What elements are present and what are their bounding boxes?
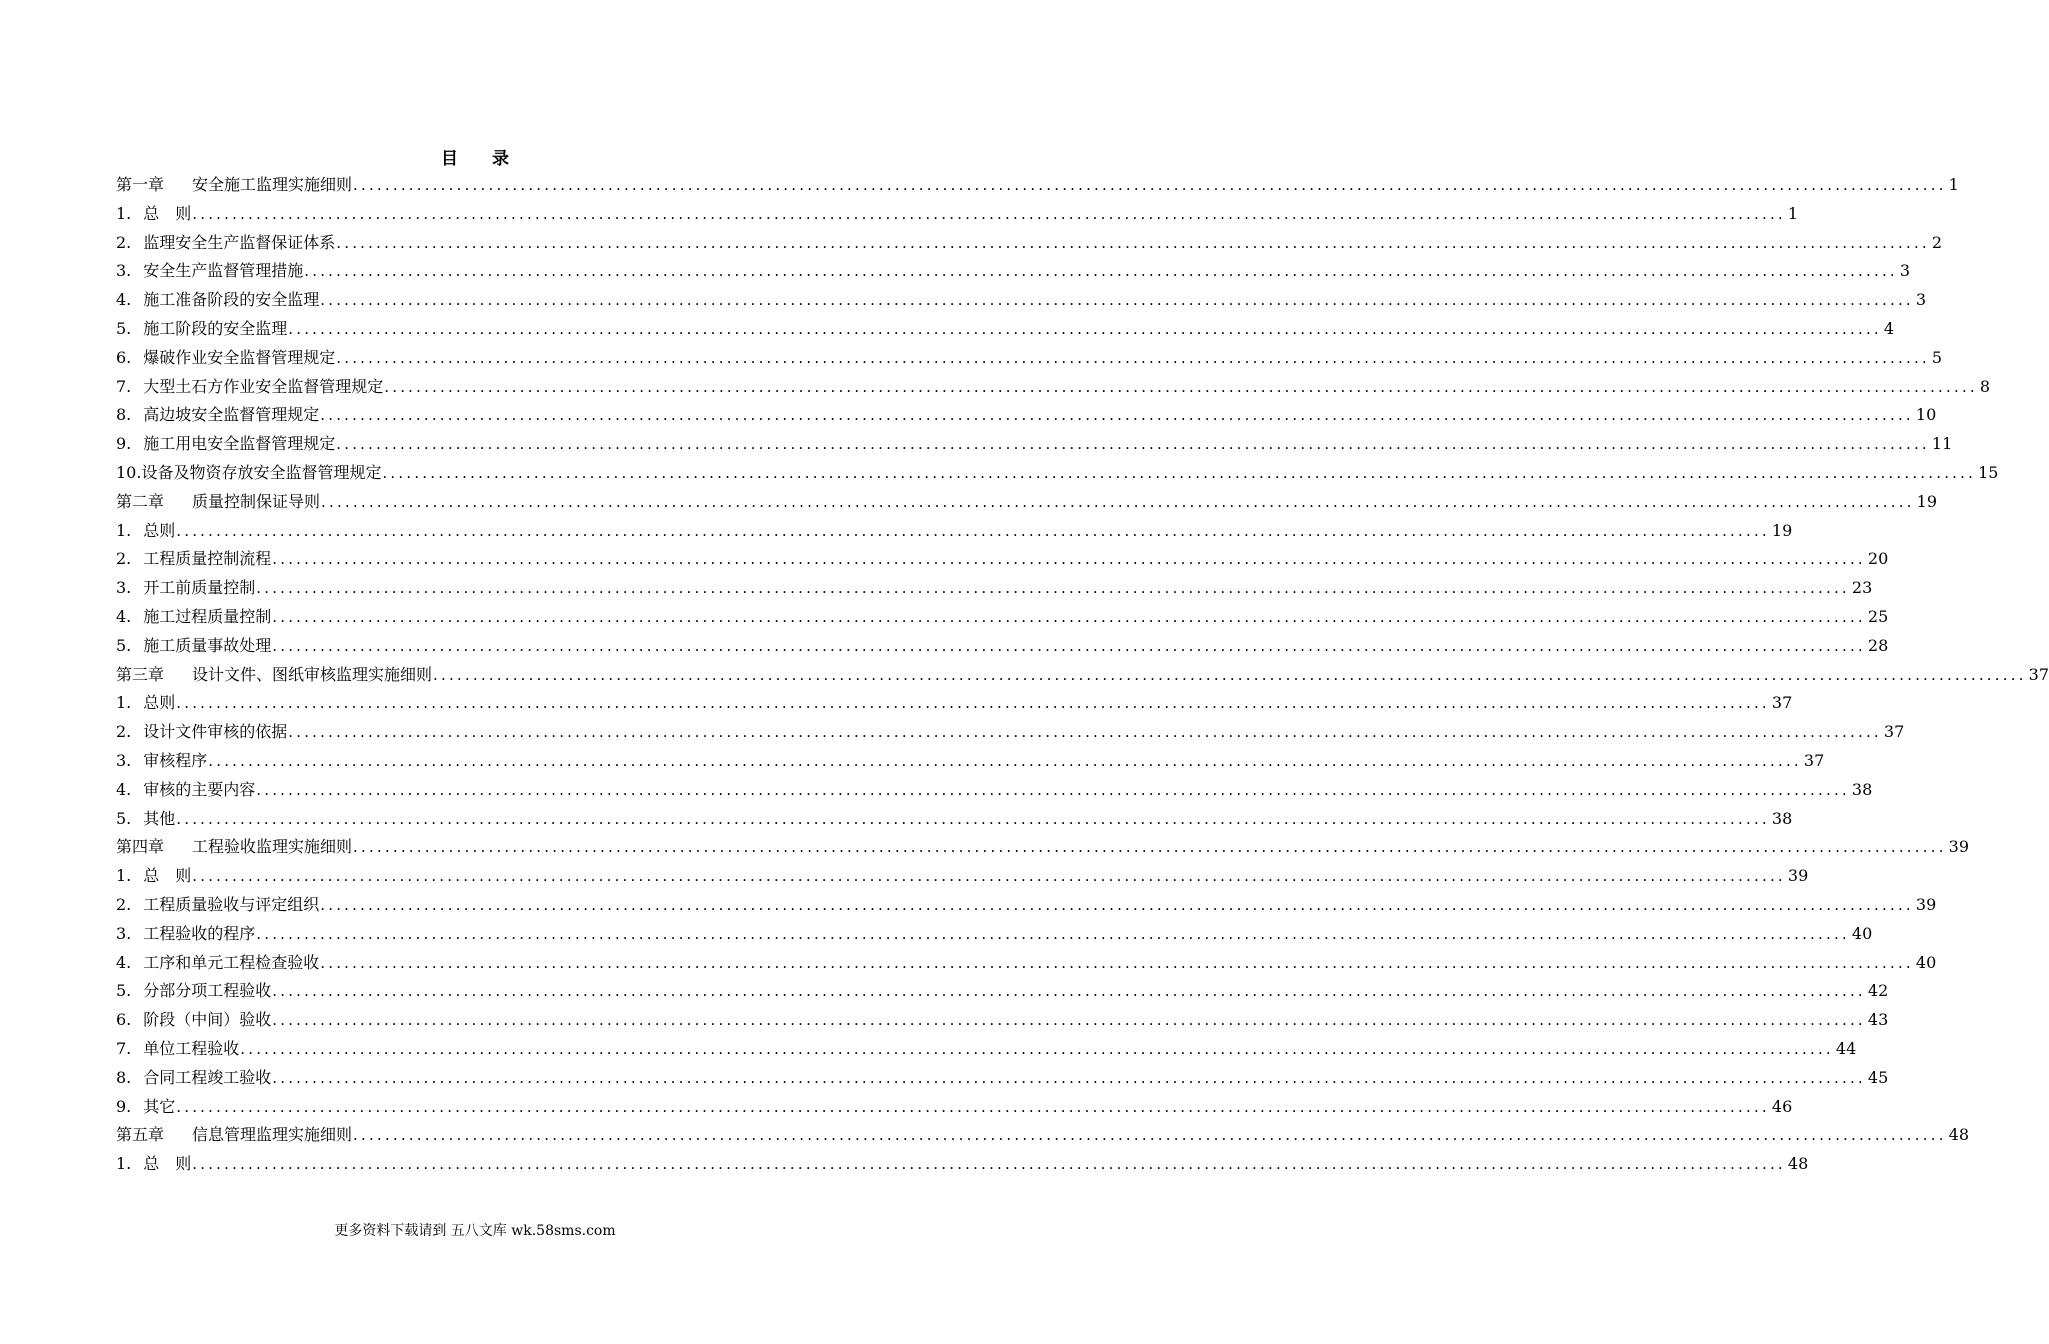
toc-entry-number: 6. [116,1010,132,1030]
toc-section-entry[interactable] [116,229,1943,258]
toc-entry-title: 其它 [143,1096,176,1116]
toc-page-number: 45 [1867,1067,1889,1087]
toc-page-number: 11 [1931,434,1953,454]
toc-entry-title: 大型土石方作业安全监督管理规定 [143,376,384,396]
toc-page-number: 37 [1883,722,1905,742]
toc-dot-leader: ........................................................................................................................................................................................................ [272,550,1866,569]
toc-entry-title: 总 则 [143,1154,192,1174]
toc-page-number: 38 [1771,808,1793,828]
toc-entry-number: 2. [116,232,132,252]
toc-dot-leader: ........................................................................................................................................................................................................ [304,262,1898,281]
toc-page-number: 8 [1979,376,1991,396]
toc-entry-number: 4. [116,606,132,626]
toc-section-entry[interactable] [116,459,1999,488]
toc-entry-number: 第四章 [116,837,165,857]
toc-entry-title: 单位工程验收 [143,1038,240,1058]
toc-page-number: 40 [1851,923,1873,943]
toc-section-entry[interactable] [116,257,1911,286]
toc-dot-leader: ........................................................................................................................................................................................................ [256,579,1850,598]
toc-entry-title: 总 则 [143,203,192,223]
toc-entry-title: 工程质量控制流程 [143,549,272,569]
toc-dot-leader: ........................................................................................................................................................................................................ [336,233,1930,252]
toc-page-number: 39 [1948,837,1970,857]
toc-section-entry[interactable] [116,632,1889,661]
toc-page-number: 23 [1851,578,1873,598]
toc-page-number: 48 [1948,1125,1970,1145]
toc-page-number: 40 [1915,952,1937,972]
toc-dot-leader: ........................................................................................................................................................................................................ [272,607,1866,626]
toc-page-number: 38 [1851,779,1873,799]
toc-dot-leader: ........................................................................................................................................................................................................ [256,924,1850,943]
toc-entry-title: 施工阶段的安全监理 [143,318,288,338]
toc-title [0,144,950,169]
toc-dot-leader: ........................................................................................................................................................................................................ [288,319,1882,338]
table-of-contents [116,171,2049,1179]
toc-page-number: 37 [1771,693,1793,713]
toc-dot-leader: ........................................................................................................................................................................................................ [176,694,1770,713]
toc-entry-title: 设计文件、图纸审核监理实施细则 [192,664,433,684]
toc-section-entry[interactable] [116,805,1793,834]
toc-entry-number: 5. [116,635,132,655]
toc-entry-title: 总则 [143,693,176,713]
toc-dot-leader: ........................................................................................................................................................................................................ [176,1097,1770,1116]
toc-dot-leader: ........................................................................................................................................................................................................ [256,780,1850,799]
toc-entry-number: 3. [116,923,132,943]
toc-entry-title: 高边坡安全监督管理规定 [143,405,320,425]
toc-entry-title: 工程质量验收与评定组织 [143,894,320,914]
toc-page-number: 42 [1867,981,1889,1001]
toc-section-entry[interactable] [116,747,1825,776]
toc-section-entry[interactable] [116,862,1809,891]
toc-entry-title: 工程验收监理实施细则 [192,837,353,857]
toc-page-number: 10 [1915,405,1937,425]
toc-entry-number: 9. [116,1096,132,1116]
toc-section-entry[interactable] [116,1093,1793,1122]
toc-entry-title: 监理安全生产监督保证体系 [143,232,336,252]
toc-dot-leader: ........................................................................................................................................................................................................ [176,809,1770,828]
toc-dot-leader: ........................................................................................................................................................................................................ [321,492,1915,511]
toc-title-text: 目 录 [441,149,509,169]
toc-dot-leader: ........................................................................................................................................................................................................ [240,1039,1834,1058]
toc-section-entry[interactable] [116,430,1953,459]
toc-page-number: 48 [1787,1154,1809,1174]
toc-dot-leader: ........................................................................................................................................................................................................ [336,348,1930,367]
toc-entry-number: 5. [116,318,132,338]
toc-page-number: 37 [2028,664,2049,684]
toc-entry-title: 质量控制保证导则 [192,491,321,511]
toc-dot-leader: ........................................................................................................................................................................................................ [272,982,1866,1001]
toc-dot-leader: ........................................................................................................................................................................................................ [353,176,1947,194]
toc-page-number: 4 [1883,318,1895,338]
toc-section-entry[interactable] [116,1150,1809,1179]
toc-entry-title: 总 则 [143,866,192,886]
toc-entry-number: 1. [116,520,132,540]
toc-page-number: 15 [1978,462,1999,482]
toc-section-entry[interactable] [116,1035,1857,1064]
toc-entry-number: 8. [116,405,132,425]
toc-entry-number: 6. [116,347,132,367]
toc-entry-number: 4. [116,779,132,799]
toc-section-entry[interactable] [116,200,1799,229]
toc-page-number: 2 [1931,232,1943,252]
toc-entry-number: 第五章 [116,1125,165,1145]
toc-section-entry[interactable] [116,344,1943,373]
toc-entry-title: 爆破作业安全监督管理规定 [143,347,336,367]
toc-entry-number: 第二章 [116,491,165,511]
toc-section-entry[interactable] [116,574,1873,603]
toc-entry-number: 4. [116,290,132,310]
toc-section-entry[interactable] [116,401,1937,430]
toc-chapter-entry[interactable] [116,833,1970,862]
toc-section-entry[interactable] [116,545,1889,574]
toc-entry-title: 其他 [143,808,176,828]
toc-entry-title: 总则 [143,520,176,540]
toc-entry-title: 审核的主要内容 [143,779,256,799]
toc-section-entry[interactable] [116,517,1793,546]
toc-entry-number: 8. [116,1067,132,1087]
toc-entry-number: 1. [116,203,132,223]
toc-dot-leader: ........................................................................................................................................................................................................ [382,463,1977,482]
toc-entry-number: 5. [116,981,132,1001]
toc-entry-number: 3. [116,261,132,281]
toc-dot-leader: ........................................................................................................................................................................................................ [208,751,1802,770]
toc-entry-title: 施工准备阶段的安全监理 [143,290,320,310]
toc-page-number: 19 [1771,520,1793,540]
toc-entry-number: 2. [116,722,132,742]
toc-section-entry[interactable] [116,315,1895,344]
toc-page-number: 3 [1915,290,1927,310]
toc-chapter-entry[interactable] [116,171,1959,200]
toc-chapter-entry[interactable] [116,661,2049,690]
toc-section-entry[interactable] [116,603,1889,632]
toc-section-entry[interactable] [116,977,1889,1006]
toc-section-entry[interactable] [116,373,1991,402]
toc-dot-leader: ........................................................................................................................................................................................................ [320,953,1914,972]
toc-entry-number: 7. [116,1038,132,1058]
toc-entry-title: 施工过程质量控制 [143,606,272,626]
toc-page-number: 44 [1835,1038,1857,1058]
toc-page-number: 19 [1916,491,1938,511]
toc-chapter-entry[interactable] [116,1121,1970,1150]
toc-dot-leader: ........................................................................................................................................................................................................ [192,1155,1786,1174]
toc-page-number: 1 [1948,175,1959,194]
toc-section-entry[interactable] [116,718,1905,747]
toc-entry-number: 5. [116,808,132,828]
toc-dot-leader: ........................................................................................................................................................................................................ [320,291,1914,310]
toc-entry-number: 1. [116,1154,132,1174]
toc-dot-leader: ........................................................................................................................................................................................................ [192,867,1786,886]
toc-section-entry[interactable] [116,689,1793,718]
toc-dot-leader: ........................................................................................................................................................................................................ [288,723,1882,742]
toc-page-number: 39 [1787,866,1809,886]
toc-entry-title: 信息管理监理实施细则 [192,1125,353,1145]
toc-section-entry[interactable] [116,920,1873,949]
toc-entry-number: 9. [116,434,132,454]
toc-chapter-entry[interactable] [116,488,1938,517]
toc-page-number: 28 [1867,635,1889,655]
toc-entry-number: 第一章 [116,175,165,194]
toc-dot-leader: ........................................................................................................................................................................................................ [192,204,1786,223]
toc-dot-leader: ........................................................................................................................................................................................................ [272,636,1866,655]
toc-entry-number: 2. [116,894,132,914]
toc-page-number: 37 [1803,750,1825,770]
toc-entry-title: 阶段（中间）验收 [143,1010,272,1030]
toc-section-entry[interactable] [116,1006,1889,1035]
toc-entry-number: 1. [116,693,132,713]
toc-entry-title: 分部分项工程验收 [143,981,272,1001]
toc-entry-number: 第三章 [116,664,165,684]
toc-section-entry[interactable] [116,286,1927,315]
toc-entry-title: 工程验收的程序 [143,923,256,943]
toc-dot-leader: ........................................................................................................................................................................................................ [353,838,1947,857]
toc-entry-number: 1. [116,866,132,886]
footer-text: 更多资料下载请到 五八文库 wk.58sms.com [334,1223,616,1239]
toc-page-number: 43 [1867,1010,1889,1030]
toc-dot-leader: ........................................................................................................................................................................................................ [272,1068,1866,1087]
toc-entry-number: 4. [116,952,132,972]
toc-entry-title: 设计文件审核的依据 [143,722,288,742]
toc-page-number: 39 [1915,894,1937,914]
toc-entry-title: 设备及物资存放安全监督管理规定 [141,462,382,482]
toc-entry-title: 安全施工监理实施细则 [192,175,353,194]
toc-section-entry[interactable] [116,1064,1889,1093]
toc-entry-title: 合同工程竣工验收 [143,1067,272,1087]
toc-dot-leader: ........................................................................................................................................................................................................ [433,665,2027,684]
toc-entry-title: 安全生产监督管理措施 [143,261,304,281]
toc-section-entry[interactable] [116,949,1937,978]
toc-page-number: 46 [1771,1096,1793,1116]
toc-entry-title: 施工用电安全监督管理规定 [143,434,336,454]
toc-entry-number: 7. [116,376,132,396]
toc-dot-leader: ........................................................................................................................................................................................................ [336,435,1930,454]
toc-entry-number: 3. [116,750,132,770]
toc-page-number: 20 [1867,549,1889,569]
toc-dot-leader: ........................................................................................................................................................................................................ [272,1011,1866,1030]
toc-dot-leader: ........................................................................................................................................................................................................ [176,521,1770,540]
toc-entry-title: 审核程序 [143,750,208,770]
toc-page-number: 5 [1931,347,1943,367]
toc-entry-title: 施工质量事故处理 [143,635,272,655]
toc-entry-number: 10. [116,462,142,482]
toc-entry-title: 开工前质量控制 [143,578,256,598]
toc-section-entry[interactable] [116,891,1937,920]
toc-entry-title: 工序和单元工程检查验收 [143,952,320,972]
toc-page-number: 3 [1899,261,1911,281]
toc-dot-leader: ........................................................................................................................................................................................................ [320,406,1914,425]
toc-page-number: 25 [1867,606,1889,626]
toc-entry-number: 2. [116,549,132,569]
toc-dot-leader: ........................................................................................................................................................................................................ [384,377,1978,396]
toc-dot-leader: ........................................................................................................................................................................................................ [353,1126,1947,1145]
toc-page-number: 1 [1787,203,1799,223]
toc-section-entry[interactable] [116,776,1873,805]
toc-dot-leader: ........................................................................................................................................................................................................ [320,895,1914,914]
toc-entry-number: 3. [116,578,132,598]
